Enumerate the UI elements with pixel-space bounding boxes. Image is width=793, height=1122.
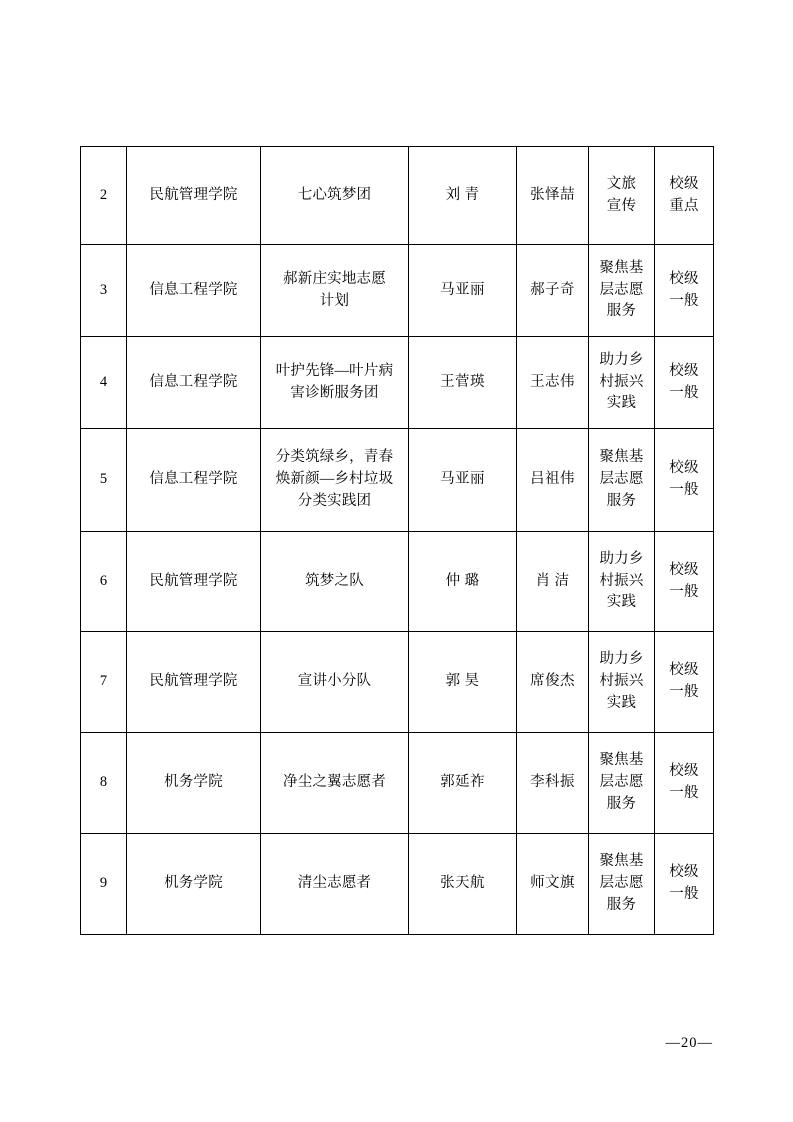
page-number: —20— [665, 1035, 713, 1051]
row-project: 净尘之翼志愿者 [261, 733, 409, 834]
row-project-line: 计划 [319, 292, 350, 309]
row-level [655, 834, 714, 935]
row-level-line: 一般 [669, 482, 699, 498]
row-department: 信息工程学院 [127, 429, 261, 532]
row-type-line: 服务 [606, 492, 637, 509]
row-department: 信息工程学院 [127, 245, 261, 337]
row-type-line: 助力乡 [599, 651, 644, 668]
row-level-line: 校级 [669, 864, 699, 881]
row-department: 民航管理学院 [127, 147, 261, 245]
row-type-line: 聚焦基 [599, 449, 644, 466]
row-level-line: 一般 [669, 684, 699, 700]
row-leader: 仲 璐 [409, 532, 517, 632]
row-department: 机务学院 [127, 733, 261, 834]
row-leader: 刘 青 [409, 147, 517, 245]
row-type [589, 632, 655, 733]
row-project [261, 245, 409, 337]
table-row [81, 834, 714, 935]
row-tutor: 张怿喆 [517, 147, 589, 245]
row-type-line: 村振兴 [599, 572, 644, 589]
row-leader: 郭 昊 [409, 632, 517, 733]
row-type [589, 147, 655, 245]
row-department: 信息工程学院 [127, 337, 261, 429]
row-type-line: 村振兴 [599, 373, 644, 390]
row-department: 民航管理学院 [127, 632, 261, 733]
row-type-line: 层志愿 [599, 281, 644, 298]
row-type-line: 层志愿 [599, 875, 644, 892]
row-project: 清尘志愿者 [261, 834, 409, 935]
row-level [655, 245, 714, 337]
row-type-line: 层志愿 [599, 774, 644, 791]
row-project-line: 叶护先锋—叶片病 [275, 362, 394, 379]
table-row [81, 337, 714, 429]
row-level [655, 532, 714, 632]
row-type [589, 245, 655, 337]
row-type-line: 助力乡 [599, 550, 644, 567]
row-leader: 张天航 [409, 834, 517, 935]
row-type [589, 532, 655, 632]
table-row [81, 245, 714, 337]
row-index: 6 [81, 532, 127, 632]
project-table [80, 146, 714, 935]
row-level-line: 校级 [669, 270, 699, 287]
row-level-line: 校级 [669, 175, 699, 192]
row-type [589, 429, 655, 532]
row-leader: 王菅瑛 [409, 337, 517, 429]
row-project: 筑梦之队 [261, 532, 409, 632]
row-leader: 郭延祚 [409, 733, 517, 834]
row-level [655, 632, 714, 733]
row-type [589, 337, 655, 429]
row-level-line: 校级 [669, 362, 699, 379]
row-level-line: 校级 [669, 763, 699, 780]
row-type-line: 宣传 [606, 197, 637, 214]
row-level [655, 337, 714, 429]
row-department: 民航管理学院 [127, 532, 261, 632]
table-row [81, 733, 714, 834]
row-type-line: 服务 [606, 896, 637, 913]
table-row [81, 632, 714, 733]
row-project-line: 焕新颜—乡村垃圾 [275, 471, 394, 488]
row-tutor: 席俊杰 [517, 632, 589, 733]
row-project-line: 害诊断服务团 [290, 384, 379, 401]
row-project: 宣讲小分队 [261, 632, 409, 733]
row-level-line: 校级 [669, 561, 699, 578]
row-type-line: 实践 [606, 694, 637, 711]
row-level-line: 一般 [669, 292, 699, 309]
row-level-line: 校级 [669, 662, 699, 679]
row-type-line: 实践 [606, 395, 637, 412]
row-type-line: 层志愿 [599, 471, 644, 488]
row-project [261, 337, 409, 429]
row-index: 8 [81, 733, 127, 834]
row-type-line: 助力乡 [599, 351, 644, 368]
row-tutor: 王志伟 [517, 337, 589, 429]
row-level-line: 一般 [669, 384, 699, 401]
row-leader: 马亚丽 [409, 429, 517, 532]
row-tutor: 师文旗 [517, 834, 589, 935]
row-type-line: 聚焦基 [599, 259, 644, 276]
row-level [655, 733, 714, 834]
row-level [655, 147, 714, 245]
table-row [81, 429, 714, 532]
row-type-line: 服务 [606, 795, 637, 812]
row-type-line: 聚焦基 [599, 853, 644, 870]
row-project-line: 分类实践团 [297, 492, 372, 509]
row-index: 5 [81, 429, 127, 532]
row-tutor: 李科振 [517, 733, 589, 834]
table-row [81, 532, 714, 632]
row-project [261, 429, 409, 532]
row-level-line: 重点 [669, 197, 699, 214]
row-type-line: 服务 [606, 303, 637, 320]
row-leader: 马亚丽 [409, 245, 517, 337]
table-body [81, 147, 714, 935]
row-department: 机务学院 [127, 834, 261, 935]
row-type-line: 聚焦基 [599, 752, 644, 769]
row-type-line: 实践 [606, 594, 637, 611]
row-type [589, 733, 655, 834]
row-level-line: 一般 [669, 785, 699, 801]
row-level-line: 一般 [669, 886, 699, 902]
row-project: 七心筑梦团 [261, 147, 409, 245]
row-level [655, 429, 714, 532]
row-tutor: 吕祖伟 [517, 429, 589, 532]
row-project-line: 分类筑绿乡，青春 [275, 449, 394, 466]
row-index: 7 [81, 632, 127, 733]
row-tutor: 肖 洁 [517, 532, 589, 632]
row-index: 4 [81, 337, 127, 429]
row-type [589, 834, 655, 935]
row-level-line: 一般 [669, 583, 699, 600]
row-type-line: 村振兴 [599, 673, 644, 690]
row-level-line: 校级 [669, 460, 699, 477]
row-index: 2 [81, 147, 127, 245]
row-type-line: 文旅 [606, 175, 637, 192]
row-index: 3 [81, 245, 127, 337]
row-index: 9 [81, 834, 127, 935]
table-row [81, 147, 714, 245]
row-tutor: 郝子奇 [517, 245, 589, 337]
row-project-line: 郝新庄实地志愿 [283, 270, 386, 287]
